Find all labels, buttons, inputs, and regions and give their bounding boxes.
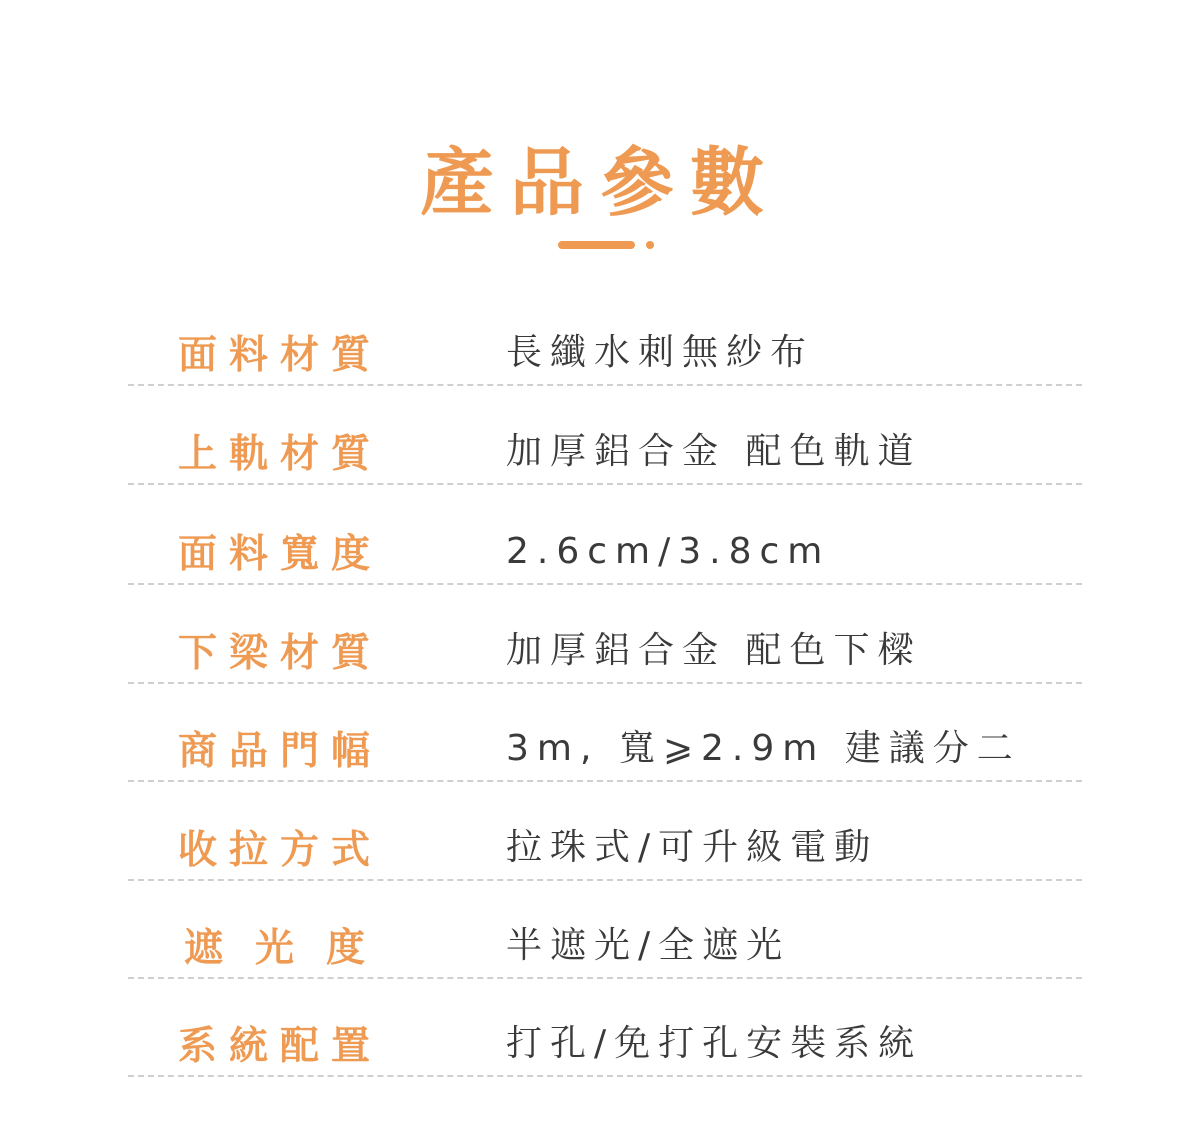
title-divider-ornament (558, 237, 658, 253)
spec-value: 加厚鋁合金 配色軌道 (506, 430, 922, 472)
spec-label: 系統配置 (178, 1024, 383, 1070)
spec-label: 收拉方式 (178, 828, 383, 874)
spec-value: 拉珠式/可升級電動 (506, 826, 879, 868)
spec-value: 加厚鋁合金 配色下樑 (506, 629, 922, 671)
spec-label: 商品門幅 (178, 729, 383, 775)
spec-row-fabric-width (128, 485, 1082, 585)
spec-label: 面料寬度 (178, 532, 383, 578)
spec-row-operation-method (128, 781, 1082, 881)
spec-row-product-width (128, 682, 1082, 782)
spec-value: 打孔/免打孔安裝系統 (506, 1022, 923, 1064)
ornament-dash (558, 241, 635, 249)
spec-row-blackout-level (128, 879, 1082, 979)
spec-value: 3m, 寬⩾2.9m 建議分二 (506, 727, 1021, 769)
spec-row-top-rail-material (128, 385, 1082, 485)
ornament-dot (646, 241, 654, 249)
spec-value: 2.6cm/3.8cm (506, 530, 831, 572)
spec-row-bottom-rail-material (128, 584, 1082, 684)
spec-value: 長纖水刺無紗布 (506, 331, 815, 373)
spec-label: 遮光度 (184, 926, 398, 972)
spec-value: 半遮光/全遮光 (506, 924, 791, 966)
spec-label: 上軌材質 (178, 432, 383, 478)
spec-label: 面料材質 (178, 333, 383, 379)
page-title: 產品參數 (420, 139, 780, 226)
spec-label: 下梁材質 (178, 631, 383, 677)
spec-row-fabric-material (128, 286, 1082, 386)
spec-row-system-configuration (128, 977, 1082, 1077)
